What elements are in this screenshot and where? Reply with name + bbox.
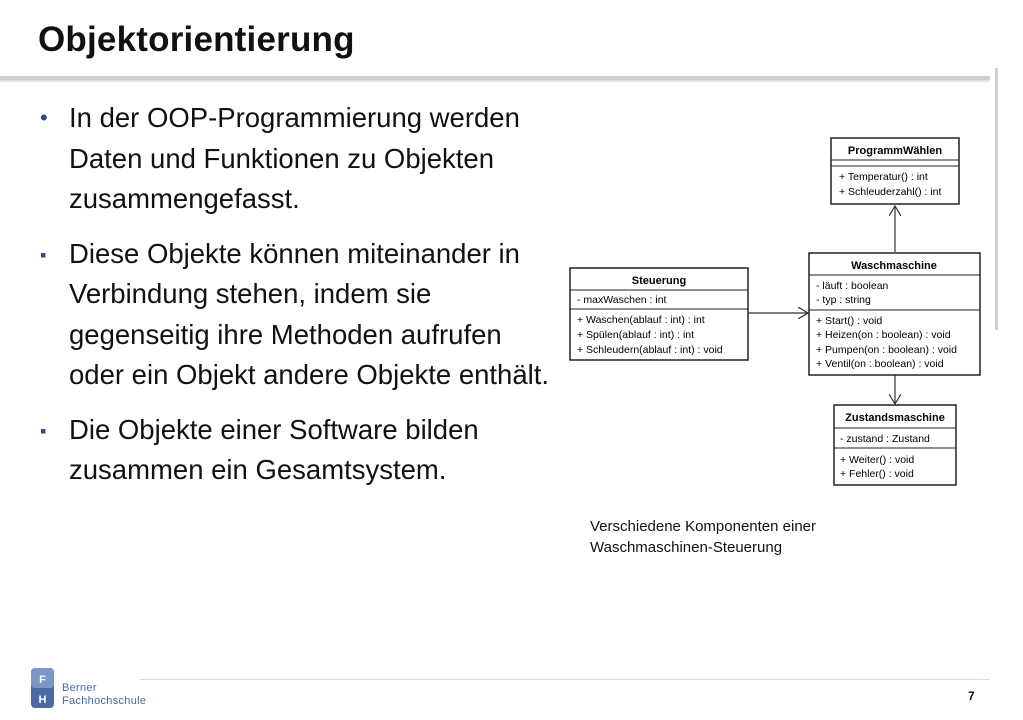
bfh-logo [31, 668, 54, 708]
uml-class-programmwaehlen [831, 138, 959, 204]
class-name: Zustandsmaschine [845, 412, 945, 424]
organization-name [62, 682, 146, 708]
slide-title: Objektorientierung [38, 20, 355, 59]
class-method: + Start() : void [816, 315, 883, 327]
class-attribute: - typ : string [816, 294, 871, 306]
caption-line: Verschiedene Komponenten einer [590, 518, 816, 535]
class-method: + Weiter() : void [840, 454, 915, 466]
footer-divider [140, 679, 990, 680]
class-attribute: - läuft : boolean [816, 280, 889, 292]
logo-letter: F [39, 674, 46, 686]
class-method: + Ventil(on : boolean) : void [816, 358, 944, 370]
class-method: + Schleudern(ablauf : int) : void [577, 344, 723, 356]
class-attribute: - zustand : Zustand [840, 433, 930, 445]
class-method: + Waschen(ablauf : int) : int [577, 314, 705, 326]
logo-letter: H [38, 694, 47, 706]
organization-line: Berner [62, 682, 97, 694]
class-method: + Spülen(ablauf : int) : int [577, 329, 695, 341]
uml-class-steuerung [570, 268, 748, 360]
bullet-square-icon: ▪ [40, 244, 47, 265]
caption-line: Waschmaschinen-Steuerung [590, 539, 783, 556]
bullet-dot-icon: • [40, 105, 48, 130]
class-method: + Fehler() : void [840, 468, 914, 480]
class-name: Waschmaschine [851, 260, 937, 272]
uml-class-waschmaschine [809, 253, 980, 375]
class-method: + Temperatur() : int [839, 171, 928, 183]
organization-line: Fachhochschule [62, 695, 147, 707]
class-method: + Pumpen(on : boolean) : void [816, 344, 957, 356]
class-method: + Heizen(on : boolean) : void [816, 329, 951, 341]
class-method: + Schleuderzahl() : int [839, 186, 942, 198]
bullet-text: Diese Objekte können miteinander in Verbindung stehen, indem sie gegenseitig ihre Methoden aufrufen oder ein Objekt andere Objekte enthält. [69, 237, 550, 390]
diagram-caption [590, 516, 816, 558]
bullet-text: In der OOP-Programmierung werden Daten und Funktionen zu Objekten zusammengefasst. [69, 102, 520, 214]
bullet-text: Die Objekte einer Software bilden zusammen ein Gesamtsystem. [69, 413, 479, 485]
uml-class-zustandsmaschine [834, 405, 956, 485]
class-name: ProgrammWählen [847, 145, 943, 157]
bullet-square-icon: ▪ [40, 420, 47, 441]
class-name: Steuerung [631, 275, 687, 287]
page-number: 7 [968, 689, 975, 703]
class-attribute: - maxWaschen : int [577, 294, 667, 306]
